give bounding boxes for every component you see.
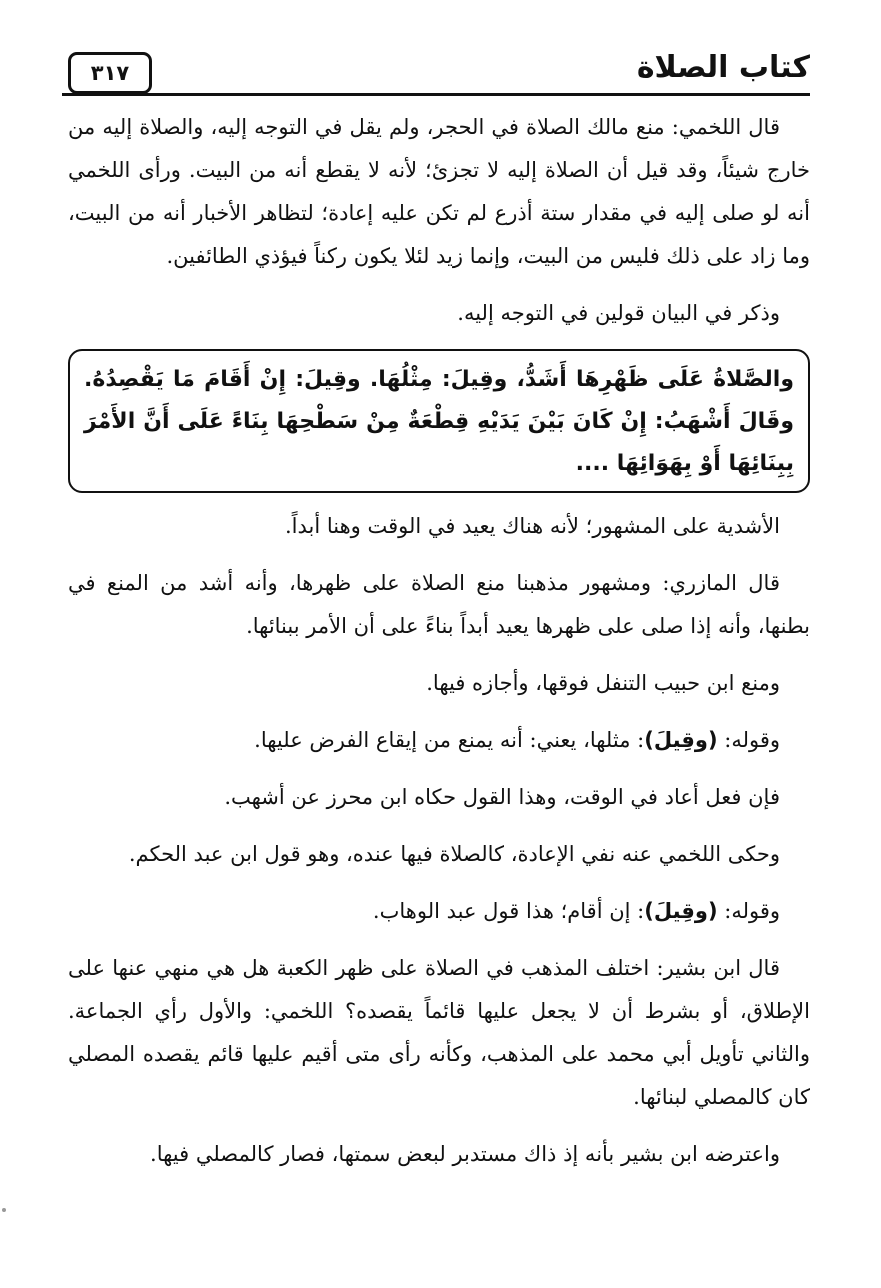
matn-text: والصَّلاةُ عَلَى ظَهْرِهَا أَشَدُّ، وقِيلَ: مِثْلُهَا. وقِيلَ: إِنْ أَقَامَ مَا يَقْصِدُهُ. وقَالَ أَشْهَبُ: إِنْ كَانَ بَيْنَ يَدَيْهِ قِطْعَةٌ مِنْ سَطْحِهَا بِنَاءً عَلَى أَنَّ الأَمْرَ بِبِنَائِهَا أَوْ بِهَوَائِهَا .... bbox=[84, 367, 794, 476]
qawluhu-rest-2: : إن أقام؛ هذا قول عبد الوهاب. bbox=[372, 899, 645, 923]
margin-dot bbox=[2, 1208, 6, 1212]
paragraph-bayan: وذكر في البيان قولين في التوجه إليه. bbox=[457, 301, 780, 325]
paragraph-ibn-bashir: قال ابن بشير: اختلف المذهب في الصلاة على ظهر الكعبة هل هي منهي عنها على الإطلاق، أو بشرط أن لا يجعل عليها قائماً يقصده؟ اللخمي: والأول رأي الجماعة. والثاني تأويل أبي محمد على المذهب، وكأنه رأى متى أقيم عليها قائم يقصده المصلي كان كالمصلي لبنائها. bbox=[68, 956, 810, 1109]
qawluhu-prefix: وقوله: bbox=[717, 728, 780, 752]
paragraph-ibn-abd-alhakam: وحكى اللخمي عنه نفي الإعادة، كالصلاة فيها عنده، وهو قول ابن عبد الحكم. bbox=[128, 842, 780, 866]
book-title: كتاب الصلاة bbox=[636, 50, 810, 85]
paragraph-qawl-mithluha bbox=[68, 719, 810, 762]
paragraph-ashaddiyya: الأشدية على المشهور؛ لأنه هناك يعيد في الوقت وهنا أبداً. bbox=[284, 514, 780, 538]
paragraph-mazari: قال المازري: ومشهور مذهبنا منع الصلاة على ظهرها، وأنه أشد من المنع في بطنها، وأنه إذا صلى على ظهرها يعيد أبداً بناءً على أن الأمر ببنائها. bbox=[68, 571, 810, 638]
paragraph-qawl-aqama bbox=[68, 890, 810, 933]
page-number: ٣١٧ bbox=[68, 52, 152, 94]
header-divider bbox=[62, 93, 810, 96]
page-body bbox=[68, 106, 810, 1190]
paragraph-ibn-habib: ومنع ابن حبيب التنفل فوقها، وأجازه فيها. bbox=[426, 671, 780, 695]
paragraph-ibn-muhriz: فإن فعل أعاد في الوقت، وهذا القول حكاه ابن محرز عن أشهب. bbox=[224, 785, 780, 809]
matn-quote-box bbox=[68, 349, 810, 493]
paragraph-lakhmi-hijr: قال اللخمي: منع مالك الصلاة في الحجر، ولم يقل في التوجه إليه، والصلاة إليه من خارج شيئاً، وقد قيل أن الصلاة إليه لا تجزئ؛ لأنه لا يقطع أنه من البيت. ورأى اللخمي أنه لو صلى إليه في مقدار ستة أذرع لم تكن عليه إعادة؛ لتظاهر الأخبار أنه من البيت، وما زاد على ذلك فليس من البيت، وإنما زيد لئلا يكون ركناً فيؤذي الطائفين. bbox=[68, 115, 810, 268]
qila-term: (وقِيلَ) bbox=[644, 728, 718, 752]
qila-term-2: (وقِيلَ) bbox=[644, 899, 718, 923]
paragraph-itirad: واعترضه ابن بشير بأنه إذ ذاك مستدبر لبعض سمتها، فصار كالمصلي فيها. bbox=[150, 1142, 780, 1166]
qawluhu-rest: : مثلها، يعني: أنه يمنع من إيقاع الفرض عليها. bbox=[254, 728, 645, 752]
qawluhu-prefix-2: وقوله: bbox=[717, 899, 780, 923]
page-header bbox=[62, 44, 810, 96]
